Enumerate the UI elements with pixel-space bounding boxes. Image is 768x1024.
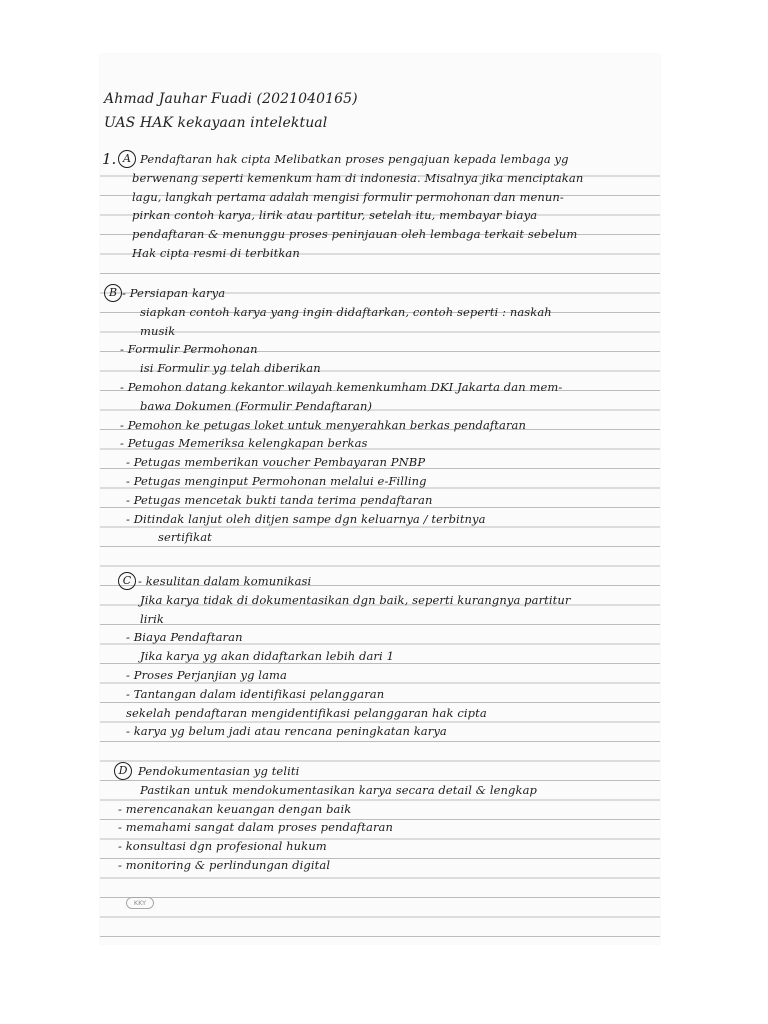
section-b-line: siapkan contoh karya yang ingin didaftarkan, contoh seperti : naskah bbox=[140, 304, 552, 319]
section-b-line: - Petugas mencetak bukti tanda terima pendaftaran bbox=[126, 492, 433, 507]
notebook-page bbox=[100, 54, 660, 944]
section-b-line: - Persiapan karya bbox=[122, 286, 226, 300]
section-b-line: - Pemohon ke petugas loket untuk menyerahkan berkas pendaftaran bbox=[120, 417, 527, 432]
section-b-line: musik bbox=[140, 323, 176, 338]
section-a-line: berwenang seperti kemenkum ham di indonesia. Misalnya jika menciptakan bbox=[132, 170, 584, 185]
section-d-line: - merencanakan keuangan dengan baik bbox=[118, 801, 352, 816]
section-c-marker: C bbox=[118, 572, 136, 590]
notebook-brand-mark: KKY bbox=[126, 897, 154, 909]
section-a-line: pirkan contoh karya, lirik atau partitur, setelah itu, membayar biaya bbox=[132, 208, 538, 223]
section-c-line: Jika karya tidak di dokumentasikan dgn baik, seperti kurangnya partitur bbox=[140, 592, 571, 607]
section-a-line: Pendaftaran hak cipta Melibatkan proses pengajuan kepada lembaga yg bbox=[140, 152, 569, 166]
section-d-line: - konsultasi dgn profesional hukum bbox=[118, 839, 327, 854]
section-b-line: - Ditindak lanjut oleh ditjen sampe dgn keluarnya / terbitnya bbox=[126, 511, 486, 526]
section-d-line: Pendokumentasian yg teliti bbox=[138, 764, 300, 778]
section-a-marker: A bbox=[118, 150, 136, 168]
section-d-marker: D bbox=[114, 762, 132, 780]
section-b-line: - Formulir Permohonan bbox=[120, 342, 258, 357]
section-c-line: - Proses Perjanjian yg lama bbox=[126, 668, 287, 682]
section-b-line: - Petugas memberikan voucher Pembayaran PNBP bbox=[126, 455, 426, 470]
section-d-line: - memahami sangat dalam proses pendaftaran bbox=[118, 820, 394, 835]
section-a-line: Hak cipta resmi di terbitkan bbox=[132, 246, 300, 260]
section-c-line: lirik bbox=[140, 611, 164, 626]
section-b-line: - Petugas menginput Permohonan melalui e-Filling bbox=[126, 474, 427, 488]
author-name: Ahmad Jauhar Fuadi (2021040165) bbox=[104, 91, 358, 107]
section-c-line: - kesulitan dalam komunikasi bbox=[138, 574, 312, 588]
section-c-line: - Tantangan dalam identifikasi pelanggaran bbox=[126, 686, 385, 701]
section-b-line: - Petugas Memeriksa kelengkapan berkas bbox=[120, 436, 368, 451]
section-b-marker: B bbox=[104, 284, 122, 302]
section-c-line: - Biaya Pendaftaran bbox=[126, 630, 243, 645]
section-b-line: isi Formulir yg telah diberikan bbox=[140, 361, 321, 376]
section-b-line: - Pemohon datang kekantor wilayah kemenkumham DKI Jakarta dan mem- bbox=[120, 380, 563, 394]
section-a-line: lagu, langkah pertama adalah mengisi formulir permohonan dan menun- bbox=[132, 189, 564, 204]
section-d-line: Pastikan untuk mendokumentasikan karya secara detail & lengkap bbox=[140, 782, 537, 797]
section-d-line: - monitoring & perlindungan digital bbox=[118, 858, 331, 872]
section-c-line: Jika karya yg akan didaftarkan lebih dari 1 bbox=[140, 649, 394, 664]
section-c-line: sekelah pendaftaran mengidentifikasi pelanggaran hak cipta bbox=[126, 705, 487, 720]
section-c-line: - karya yg belum jadi atau rencana peningkatan karya bbox=[126, 724, 447, 739]
section-b-line: bawa Dokumen (Formulir Pendaftaran) bbox=[140, 398, 373, 413]
section-a-line: pendaftaran & menunggu proses peninjauan oleh lembaga terkait sebelum bbox=[132, 227, 578, 242]
course-title: UAS HAK kekayaan intelektual bbox=[104, 115, 328, 131]
question-number: 1. bbox=[102, 150, 117, 168]
section-b-line: sertifikat bbox=[158, 530, 212, 545]
